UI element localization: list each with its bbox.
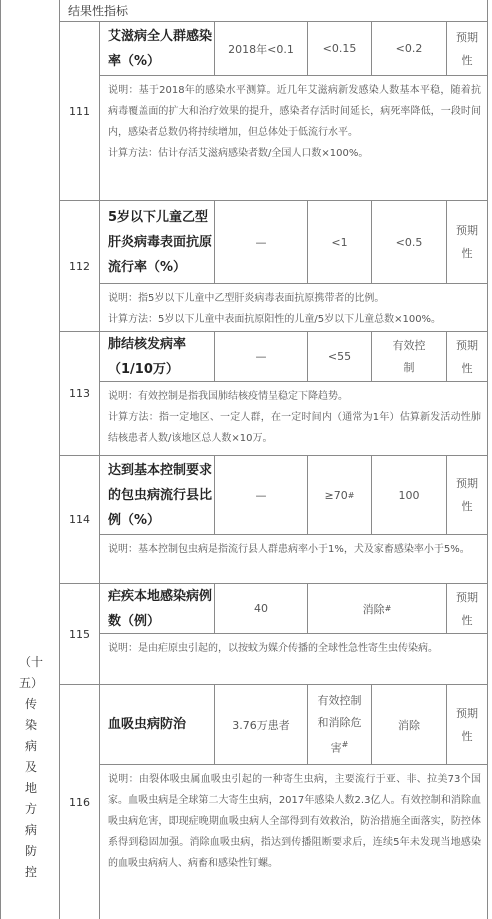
baseline-value: —	[215, 456, 308, 535]
baseline-value: —	[215, 332, 308, 382]
target-value-text	[314, 690, 365, 760]
target-value-2: 有效控制	[372, 332, 447, 382]
group-column	[0, 0, 60, 919]
note-text: 说明：基于2018年的感染水平测算。近几年艾滋病新发感染人数基本平稳，随着抗病毒覆盖面的扩大和治疗效果的提升，感染者存活时间延长，病死率降低，一段时间内，感染者总数仍将持续增加，但总体处于低流行水平。	[108, 85, 481, 138]
indicator-type: 预期性	[447, 332, 488, 382]
group-label-line: 地	[24, 781, 37, 795]
indicator-type: 预期性	[447, 456, 488, 535]
target-value-1	[308, 685, 372, 765]
target-value-1	[308, 456, 372, 535]
indicator-type: 预期性	[447, 22, 488, 76]
indicator-note	[100, 535, 488, 584]
note-text: 说明：是由疟原虫引起的，以按蚊为媒介传播的全球性急性寄生虫传染病。	[108, 643, 438, 654]
indicator-type: 预期性	[447, 685, 488, 765]
row-number: 116	[60, 685, 100, 919]
indicator-note	[100, 634, 488, 685]
calc-text: 计算方法：5岁以下儿童中表面抗原阳性的儿童/5岁以下儿童总数×100%。	[108, 314, 442, 325]
target-value-merged	[308, 584, 447, 634]
indicator-name: 达到基本控制要求的包虫病流行县比例（%）	[100, 456, 215, 535]
group-label-line: 病	[24, 739, 37, 753]
indicator-type: 预期性	[447, 201, 488, 284]
calc-text: 计算方法：估计存活艾滋病感染者数/全国人口数×100%。	[108, 148, 369, 159]
group-label	[15, 652, 47, 883]
group-label-line: 及	[24, 760, 37, 774]
indicator-type: 预期性	[447, 584, 488, 634]
indicator-name: 血吸虫病防治	[100, 685, 215, 765]
note-text: 说明：指5岁以下儿童中乙型肝炎病毒表面抗原携带者的比例。	[108, 293, 385, 304]
baseline-value: 3.76万患者	[215, 685, 308, 765]
target-value-2: 消除	[372, 685, 447, 765]
note-text: 说明：由裂体吸虫属血吸虫引起的一种寄生虫病，主要流行于亚、非、拉美73个国家。血吸虫病是全球第二大寄生虫病，2017年感染人数2.3亿人。有效控制和消除血吸虫病危害，即现症晚期血吸虫病人全部得到有效救治，防治措施全面落实，防控体系得到稳固加强。消除血吸虫病，指达到传播阻断要求后，连续5年未发现当地感染的血吸虫病病人、病畜和感染性钉螺。	[108, 774, 481, 869]
target-value-2: <0.5	[372, 201, 447, 284]
section-header: 结果性指标	[60, 0, 488, 22]
target-value-1: <0.15	[308, 22, 372, 76]
group-label-line: 五）	[18, 676, 43, 690]
row-number: 115	[60, 584, 100, 685]
indicator-note	[100, 382, 488, 456]
target-value-text: 消除	[362, 602, 385, 616]
indicator-name: 疟疾本地感染病例数（例）	[100, 584, 215, 634]
note-text: 说明：基本控制包虫病是指流行县人群患病率小于1%，犬及家畜感染率小于5%。	[108, 544, 470, 555]
indicator-name: 肺结核发病率（1/10万）	[100, 332, 215, 382]
target-value-1: <55	[308, 332, 372, 382]
target-value-2: 100	[372, 456, 447, 535]
indicator-name: 艾滋病全人群感染率（%）	[100, 22, 215, 76]
target-value-label: 有效控制和消除危害	[317, 693, 362, 755]
indicator-note	[100, 284, 488, 332]
group-label-line: 方	[24, 802, 37, 816]
row-number: 113	[60, 332, 100, 456]
footnote-mark: #	[347, 490, 355, 500]
baseline-value: —	[215, 201, 308, 284]
target-value-2: <0.2	[372, 22, 447, 76]
group-label-line: 防	[24, 844, 37, 858]
group-label-line: 染	[24, 718, 37, 732]
row-number: 112	[60, 201, 100, 332]
calc-text: 计算方法：指一定地区、一定人群，在一定时间内（通常为1年）估算新发活动性肺结核患者人数/该地区总人数×10万。	[108, 412, 481, 444]
target-value-text: ≥70	[324, 488, 348, 502]
indicator-name: 5岁以下儿童乙型肝炎病毒表面抗原流行率（%）	[100, 201, 215, 284]
row-number: 114	[60, 456, 100, 584]
baseline-value: 2018年<0.1	[215, 22, 308, 76]
group-label-line: 传	[24, 697, 37, 711]
footnote-mark: #	[341, 739, 349, 749]
row-number: 111	[60, 22, 100, 201]
indicator-note	[100, 76, 488, 201]
footnote-mark: #	[384, 604, 392, 613]
group-label-line: 病	[24, 823, 37, 837]
indicator-note	[100, 765, 488, 919]
baseline-value: 40	[215, 584, 308, 634]
group-label-line: （十	[18, 655, 43, 669]
note-text: 说明：有效控制是指我国肺结核疫情呈稳定下降趋势。	[108, 391, 348, 402]
target-value-1: <1	[308, 201, 372, 284]
group-label-line: 控	[24, 865, 37, 879]
